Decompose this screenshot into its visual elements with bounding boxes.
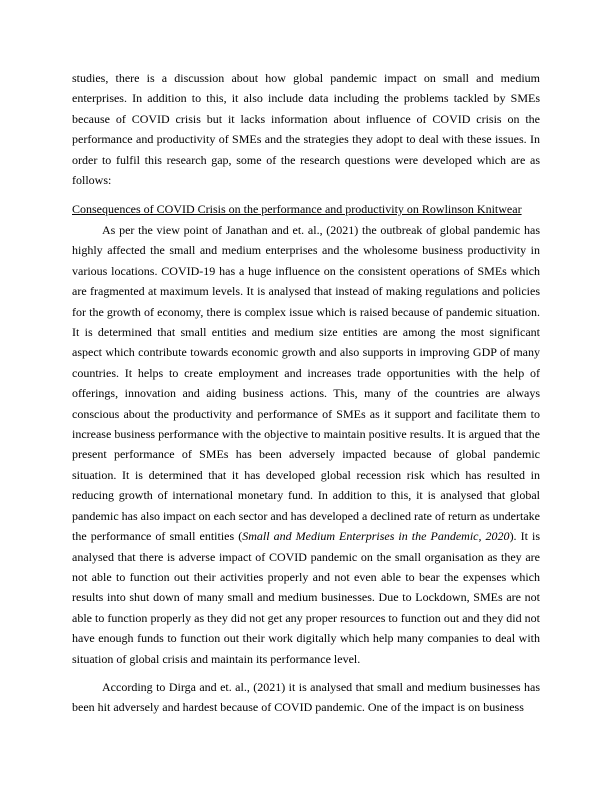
paragraph-consequences-part-2: ). It is analysed that there is adverse impact of COVID pandemic on the small organisation as they are not able to function out their activities properly and not even able to bear the expenses which results into shut down of many small and medium businesses. Due to Lockdown, SMEs are not able to function properly as they did not get any proper resources to function out and they did not have enough funds to function out their work digitally which help many companies to deal with situation of global crisis and maintain its performance level. [72,529,540,666]
paragraph-consequences-text [72,220,540,669]
paragraph-intro [72,68,540,190]
paragraph-consequences-part-1: As per the view point of Janathan and et. al., (2021) the outbreak of global pandemic has highly affected the small and medium enterprises and the wholesome business productivity in various locations. COVID-19 has a huge influence on the consistent operations of SMEs which are fragmented at maximum levels. It is analysed that instead of making regulations and policies for the growth of economy, there is complex issue which is raised because of pandemic situation. It is determined that small entities and medium size entities are among the most significant aspect which contribute towards economic growth and also supports in improving GDP of many countries. It helps to create employment and increases trade opportunities with the help of offerings, innovation and aiding business actions. This, many of the countries are always conscious about the productivity and performance of SMEs as it support and facilitate them to increase business performance with the objective to maintain positive results. It is argued that the present performance of SMEs has been adversely impacted because of global pandemic situation. It is determined that it has developed global recession risk which has resulted in reducing growth of international monetary fund. In addition to this, it is analysed that global pandemic has also impact on each sector and has developed a declined rate of return as undertake the performance of small entities ( [72,223,540,544]
paragraph-dirga [72,677,540,718]
citation-italic: Small and Medium Enterprises in the Pandemic, 2020 [242,529,510,544]
paragraph-dirga-text: According to Dirga and et. al., (2021) it is analysed that small and medium businesses has been hit adversely and hardest because of COVID pandemic. One of the impact is on business [72,680,540,715]
paragraph-consequences [72,220,540,669]
section-heading: Consequences of COVID Crisis on the performance and productivity on Rowlinson Knitwear [72,202,522,216]
paragraph-intro-text: studies, there is a discussion about how global pandemic impact on small and medium enterprises. In addition to this, it also include data including the problems tackled by SMEs because of COVID crisis but it lacks information about influence of COVID crisis on the performance and productivity of SMEs and the strategies they adopt to deal with these issues. In order to fulfil this research gap, some of the research questions were developed which are as follows: [72,71,540,188]
